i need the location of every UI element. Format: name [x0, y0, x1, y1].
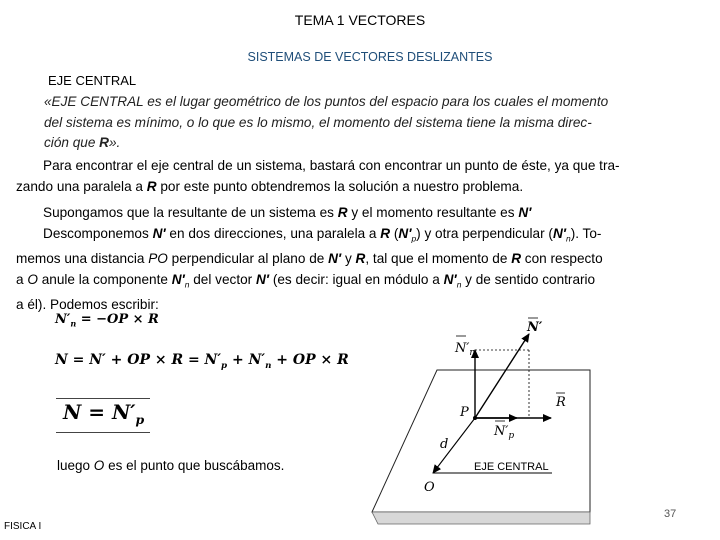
- text-run: ). To-: [570, 226, 602, 241]
- text-run: por este punto obtendremos la solución a nuestro problema.: [156, 178, 524, 194]
- symbol-N-prime: N′: [552, 226, 567, 241]
- symbol-N-prime: N′: [328, 251, 342, 267]
- plane-edge: [372, 512, 590, 524]
- text-run: es el punto que buscábamos.: [104, 458, 285, 473]
- text-run: ción que: [44, 135, 100, 150]
- symbol-R: R: [511, 251, 522, 267]
- label-Np: $N'_p$: [494, 424, 515, 441]
- page-number: 37: [664, 508, 677, 520]
- symbol-N-prime: N′: [255, 271, 270, 287]
- text-run: Supongamos que la resultante de un sistema es: [43, 205, 338, 220]
- label-O: O: [424, 480, 435, 495]
- text-run: (es decir: igual en módulo a: [269, 271, 444, 287]
- symbol-R: R: [355, 251, 366, 267]
- symbol-O: O: [27, 271, 38, 287]
- footer-course: FISICA I: [4, 521, 42, 532]
- text-run: anule la componente: [37, 271, 172, 287]
- text-run: ».: [109, 135, 121, 150]
- subscript: n: [566, 233, 571, 244]
- label-R: R: [556, 395, 566, 410]
- text-run: en dos direcciones, una paralela a: [165, 226, 381, 241]
- slide-title: TEMA 1 VECTORES: [294, 12, 426, 28]
- text-run: a: [16, 271, 28, 287]
- section-label: EJE CENTRAL: [48, 73, 137, 88]
- symbol-N-prime: N′: [443, 271, 457, 287]
- symbol-R: R: [337, 205, 348, 220]
- text-run: luego: [57, 458, 94, 473]
- subscript: n: [70, 318, 77, 329]
- math-run: + OP × R: [271, 352, 349, 368]
- definition-line-1: «EJE CENTRAL es el lugar geométrico de los puntos del espacio para los cuales el momento: [44, 94, 609, 109]
- subscript: n: [456, 279, 462, 290]
- text-run: y el momento resultante es: [347, 205, 519, 220]
- label-Nn: $N'_n$: [455, 341, 476, 358]
- text-run: Descomponemos: [43, 226, 153, 241]
- text-run: y de sentido contrario: [461, 271, 596, 287]
- text-run: , tal que el momento de: [365, 251, 512, 267]
- point-P: [473, 416, 477, 420]
- symbol-N-prime: N′: [152, 226, 166, 241]
- text-run: (: [390, 226, 399, 241]
- symbol-N-prime: N′: [518, 205, 532, 220]
- symbol-O: O: [93, 458, 105, 473]
- label-P: P: [460, 405, 469, 420]
- symbol-R: R: [146, 178, 157, 194]
- label-d: d: [440, 437, 449, 452]
- math-run: N′: [55, 312, 71, 327]
- subscript: n: [265, 360, 272, 371]
- symbol-N-prime: N′: [171, 271, 185, 287]
- math-run: = −OP × R: [76, 312, 159, 327]
- text-run: ) y otra perpendicular (: [416, 226, 553, 241]
- math-run: N = N′: [63, 400, 136, 424]
- subscript: p: [135, 412, 145, 427]
- definition-line-2: del sistema es mínimo, o lo que es lo mismo, el momento del sistema tiene la misma direc-: [44, 114, 592, 130]
- symbol-PO: PO: [148, 251, 168, 267]
- subscript: n: [184, 279, 190, 290]
- text-run: con respecto: [521, 251, 603, 267]
- subscript: p: [221, 360, 228, 371]
- math-run: N = N′ + OP × R = N′: [55, 352, 222, 368]
- text-run: del vector: [189, 271, 256, 287]
- text-run: perpendicular al plano de: [167, 251, 329, 267]
- label-N: N′: [527, 320, 543, 335]
- label-eje-central: EJE CENTRAL: [474, 461, 549, 473]
- paragraph-3-line-4: a él). Podemos escribir:: [16, 296, 159, 312]
- text-run: y: [341, 251, 356, 267]
- subscript: p: [411, 233, 417, 244]
- plane: [372, 370, 590, 512]
- text-run: zando una paralela a: [16, 178, 147, 194]
- math-run: + N′: [227, 352, 266, 368]
- text-run: memos una distancia: [16, 251, 149, 267]
- symbol-R: R: [380, 226, 391, 241]
- paragraph-1-line-1: Para encontrar el eje central de un sistema, bastará con encontrar un punto de éste, ya que tra-: [43, 158, 620, 173]
- symbol-N-prime: N′: [398, 226, 412, 241]
- symbol-R: R: [99, 135, 109, 150]
- slide-subtitle: SISTEMAS DE VECTORES DESLIZANTES: [247, 50, 493, 64]
